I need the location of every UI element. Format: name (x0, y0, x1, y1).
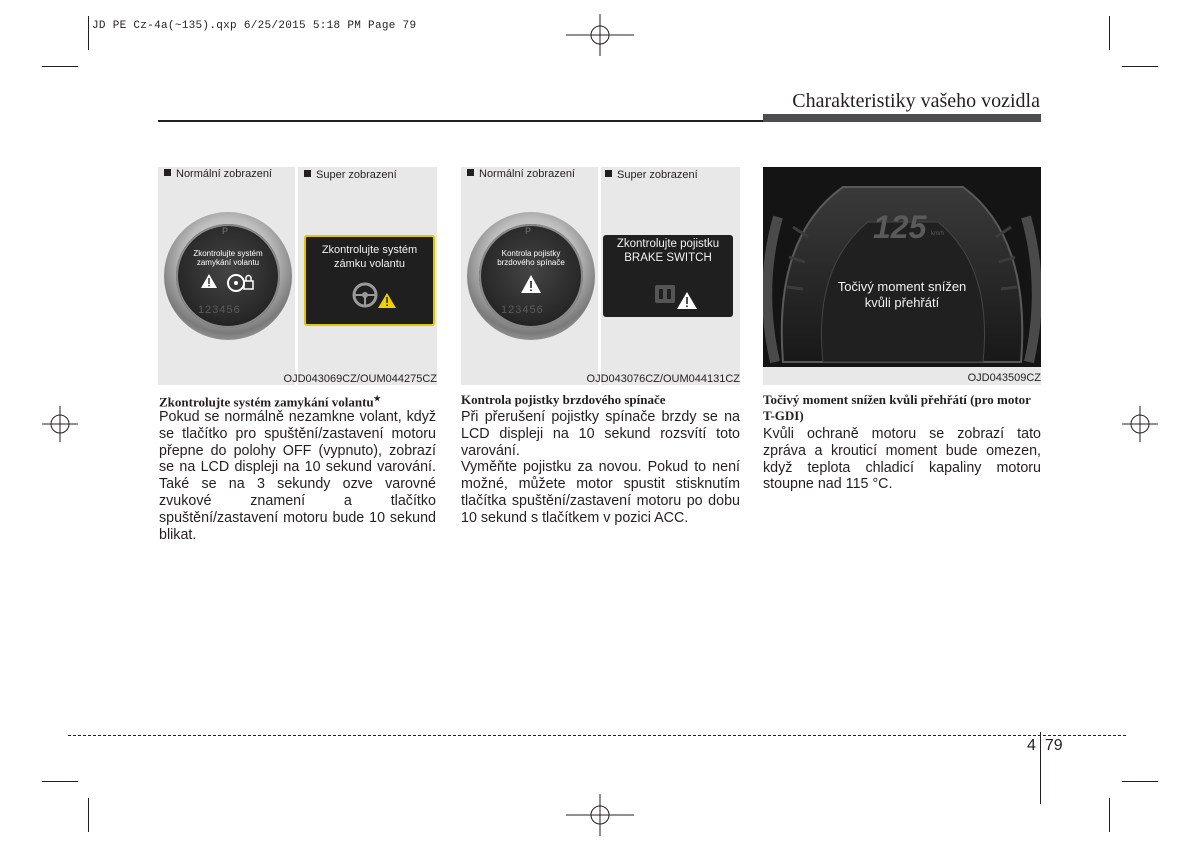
figure-torque-reduced (763, 167, 1041, 385)
gauge-message: Zkontrolujte systém zamykání volantu (193, 249, 263, 267)
printer-slug: JD PE Cz-4a(~135).qxp 6/25/2015 5:18 PM Page 79 (92, 20, 417, 32)
cluster-display (763, 167, 1041, 367)
gauge-odometer: 123456 (501, 304, 544, 316)
figure-brake-fuse (461, 167, 740, 385)
section-body: Při přerušení pojistky spínače brzdy se na LCD displeji na 10 sekund rozsvítí toto varování. Vyměňte pojistku za novou. Pokud to není možné, můžete motor spustit stisknutím tlačítka spuštění/zastavení motoru po dobu 10 sekund s tlačítkem v pozici ACC. (461, 409, 740, 526)
figure-steering-lock (158, 167, 437, 385)
section-heading: Zkontrolujte systém zamykání volantu★ (159, 394, 381, 410)
fuse-warning-icon (653, 281, 701, 311)
label-normal: Normální zobrazení (467, 168, 575, 180)
figure-code: OJD043076CZ/OUM044131CZ (586, 373, 740, 385)
footer-rule (68, 735, 1126, 736)
section-body: Kvůli ochraně motoru se zobrazí tato zpráva a krouticí moment bude omezen, když teplota chladicí kapaliny motoru stoupne nad 115 °C. (763, 426, 1041, 493)
speed-unit: km/h (931, 231, 945, 237)
label-super: Super zobrazení (605, 169, 698, 181)
speed-readout: 125 (873, 209, 927, 245)
chapter-title: Charakteristiky vašeho vozidla (792, 90, 1040, 112)
lcd-message: Zkontrolujte pojistku BRAKE SWITCH (616, 238, 720, 264)
torque-message: Točivý moment snížen kvůli přehřátí (837, 279, 967, 310)
gauge-cluster: P Zkontrolujte systém zamykání volantu 123456 (164, 212, 292, 340)
section-body: Pokud se normálně nezamkne volant, když se tlačítko pro spuštění/zastavení motoru přepne do polohy OFF (vypnuto), zobrazí se na LCD displeji na 10 sekund varování. Také se na 3 sekundy ozve varovné zvukové znamení a tlačítko spuštění/zastavení motoru bude 10 sekund blikat. (159, 409, 436, 543)
gauge-message: Kontrola pojistky brzdového spínače (497, 249, 565, 267)
header-bar (763, 114, 1041, 122)
figure-code: OJD043069CZ/OUM044275CZ (283, 373, 437, 385)
figure-divider (598, 167, 601, 385)
lcd-message: Zkontrolujte systém zámku volantu (321, 244, 418, 270)
gauge-cluster: P Kontrola pojistky brzdového spínače 123456 (467, 212, 595, 340)
lcd-display (304, 235, 435, 326)
warning-triangle-icon (520, 274, 542, 294)
section-heading: Točivý moment snížen kvůli přehřátí (pro motor T-GDI) (763, 392, 1031, 423)
figure-divider (295, 167, 298, 385)
lcd-display (603, 235, 733, 317)
section-heading: Kontrola pojistky brzdového spínače (461, 392, 666, 407)
label-normal: Normální zobrazení (164, 168, 272, 180)
figure-code: OJD043509CZ (967, 372, 1041, 384)
steering-wheel-warning-icon (349, 281, 397, 311)
warning-steering-lock-icon (200, 272, 260, 294)
page-number: 4 79 (1027, 737, 1063, 754)
label-super: Super zobrazení (304, 169, 397, 181)
cluster-graphic (763, 167, 1041, 367)
gauge-odometer: 123456 (198, 304, 241, 316)
